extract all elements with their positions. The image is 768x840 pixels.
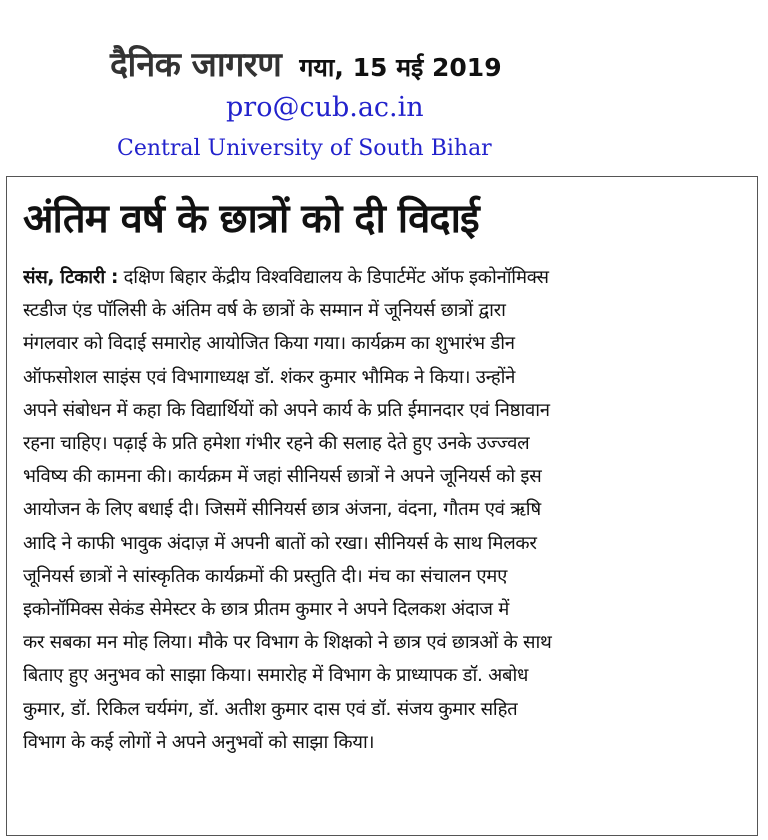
- article-line: आदि ने काफी भावुक अंदाज़ में अपनी बातों को रखा। सीनियर्स के साथ मिलकर: [23, 532, 537, 554]
- article-line: आयोजन के लिए बधाई दी। जिसमें सीनियर्स छात्र अंजना, वंदना, गौतम एवं ऋषि: [23, 499, 541, 521]
- article-body: [23, 261, 747, 759]
- university-name: Central University of South Bihar: [117, 136, 492, 161]
- article-line: अपने संबोधन में कहा कि विद्यार्थियों को अपने कार्य के प्रति ईमानदार एवं निष्ठावान: [23, 399, 550, 421]
- article-line: कर सबका मन मोह लिया। मौके पर विभाग के शिक्षको ने छात्र एवं छात्रओं के साथ: [23, 632, 552, 654]
- article-line: विभाग के कई लोगों ने अपने अनुभवों को साझा किया।: [23, 731, 375, 753]
- dateline: गया, 15 मई 2019: [299, 53, 502, 82]
- article-line: जूनियर्स छात्रों ने सांस्कृतिक कार्यक्रमों की प्रस्तुति दी। मंच का संचालन एमए: [23, 565, 508, 587]
- article-line: स्टडीज एंड पॉलिसी के अंतिम वर्ष के छात्रों के सम्मान में जूनियर्स छात्रों द्वारा: [23, 300, 506, 322]
- article-line: रहना चाहिए। पढ़ाई के प्रति हमेशा गंभीर रहने की सलाह देते हुए उनके उज्ज्वल: [23, 433, 530, 455]
- masthead: [110, 40, 502, 96]
- article-line: मंगलवार को विदाई समारोह आयोजित किया गया। कार्यक्रम का शुभारंभ डीन: [23, 333, 515, 355]
- article-line: इकोनॉमिक्स सेकंड सेमेस्टर के छात्र प्रीतम कुमार ने अपने दिलकश अंदाज में: [23, 599, 510, 621]
- article-headline: अंतिम वर्ष के छात्रों को दी विदाई: [23, 196, 479, 242]
- article-line-text: दक्षिण बिहार केंद्रीय विश्वविद्यालय के डिपार्टमेंट ऑफ इकोनॉमिक्स: [118, 267, 549, 288]
- article-line: ऑफसोशल साइंस एवं विभागाध्यक्ष डॉ. शंकर कुमार भौमिक ने किया। उन्होंने: [23, 366, 516, 388]
- article-line: भविष्य की कामना की। कार्यक्रम में जहां सीनियर्स छात्रों ने अपने जूनियर्स को इस: [23, 466, 542, 488]
- article-line: [23, 261, 747, 294]
- newspaper-name: दैनिक जागरण: [110, 45, 282, 85]
- article-line: कुमार, डॉ. रिकिल चर्यमंग, डॉ. अतीश कुमार दास एवं डॉ. संजय कुमार सहित: [23, 698, 518, 720]
- contact-email: pro@cub.ac.in: [226, 92, 424, 123]
- article-line: बिताए हुए अनुभव को साझा किया। समारोह में विभाग के प्राध्यापक डॉ. अबोध: [23, 665, 529, 687]
- article-byline: संस, टिकारी :: [23, 267, 119, 288]
- news-article: [6, 176, 758, 836]
